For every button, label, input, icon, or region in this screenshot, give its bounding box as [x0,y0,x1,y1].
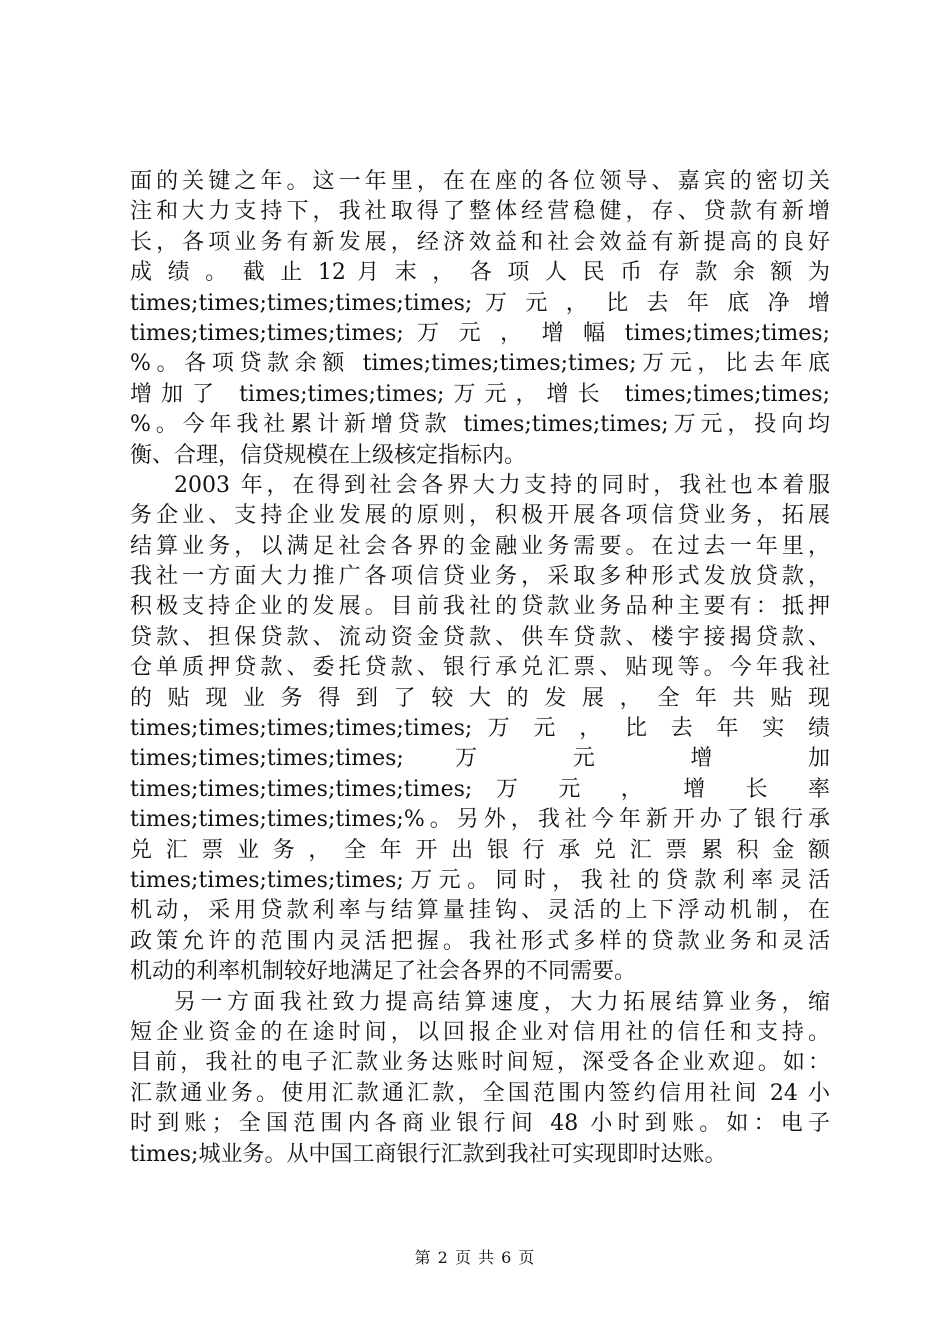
text-line: 短企业资金的在途时间，以回报企业对信用社的信任和支持。 [130,1019,830,1045]
text-line: 积极支持企业的发展。目前我社的贷款业务品种主要有：抵押 [130,594,830,620]
text-line: times;城业务。从中国工商银行汇款到我社可实现即时达账。 [130,1141,727,1167]
text-line: 机动的利率机制较好地满足了社会各界的不同需要。 [130,959,637,985]
text-line: 衡、合理，信贷规模在上级核定指标内。 [130,442,527,468]
text-line: 成 绩 。 截 止 12 月 末 ， 各 项 人 民 币 存 款 余 额 为 [130,260,830,286]
text-line: 另一方面我社致力提高结算速度，大力拓展结算业务，缩 [174,989,830,1015]
text-line: 政策允许的范围内灵活把握。我社形式多样的贷款业务和灵活 [130,928,830,954]
text-line: %。各项贷款余额 times;times;times;times;万元，比去年底 [130,351,830,377]
text-line: 贷款、担保贷款、流动资金贷款、供车贷款、楼宇接揭贷款、 [130,624,830,650]
paragraph-1 [130,167,830,471]
document-body [130,167,830,1170]
text-line: %。今年我社累计新增贷款 times;times;times;万元，投向均 [130,412,830,438]
text-line: 汇款通业务。使用汇款通汇款，全国范围内签约信用社间 24 小 [130,1080,830,1106]
text-line: 增加了 times;times;times;万元，增长 times;times;times; [130,381,830,407]
text-line: 长，各项业务有新发展，经济效益和社会效益有新提高的良好 [130,229,830,255]
text-line: 时到账；全国范围内各商业银行间 48 小时到账。如：电子 [130,1111,830,1137]
text-line: times;times;times;times;%。另外，我社今年新开办了银行承 [130,807,830,833]
text-line: 注和大力支持下，我社取得了整体经营稳健，存、贷款有新增 [130,199,830,225]
paragraph-3 [130,988,830,1170]
text-line: times;times;times;times;万元。同时，我社的贷款利率灵活 [130,867,830,893]
page-number-footer: 第 2 页 共 6 页 [414,1248,536,1267]
paragraph-2 [130,471,830,988]
text-line: 务企业、支持企业发展的原则，积极开展各项信贷业务，拓展 [130,503,830,529]
text-line: 的 贴 现 业 务 得 到 了 较 大 的 发 展 ， 全 年 共 贴 现 [130,685,830,711]
text-line: 仓单质押贷款、委托贷款、银行承兑汇票、贴现等。今年我社 [130,655,830,681]
text-line: 兑 汇 票 业 务 ， 全 年 开 出 银 行 承 兑 汇 票 累 积 金 额 [130,837,830,863]
text-line: 2003 年，在得到社会各界大力支持的同时，我社也本着服 [174,472,830,498]
text-line: times;times;times;times; 万 元 增 加 [130,746,830,772]
text-line: 目前，我社的电子汇款业务达账时间短，深受各企业欢迎。如： [130,1050,830,1076]
text-line: times;times;times;times;times; 万 元 ， 比 去 年 实 绩 [130,716,830,742]
text-line: times;times;times;times; 万 元 ， 增 幅 times;times;times; [130,320,830,346]
text-line: 面的关键之年。这一年里，在在座的各位领导、嘉宾的密切关 [130,169,830,194]
text-line: 我社一方面大力推广各项信贷业务，采取多种形式发放贷款， [130,564,830,590]
text-line: 机动，采用贷款利率与结算量挂钩、灵活的上下浮动机制，在 [130,898,830,924]
text-line: 结算业务，以满足社会各界的金融业务需要。在过去一年里， [130,533,830,559]
text-line: times;times;times;times;times; 万 元 ， 增 长 率 [130,776,830,802]
text-line: times;times;times;times;times; 万 元 ， 比 去 年 底 净 增 [130,290,830,316]
